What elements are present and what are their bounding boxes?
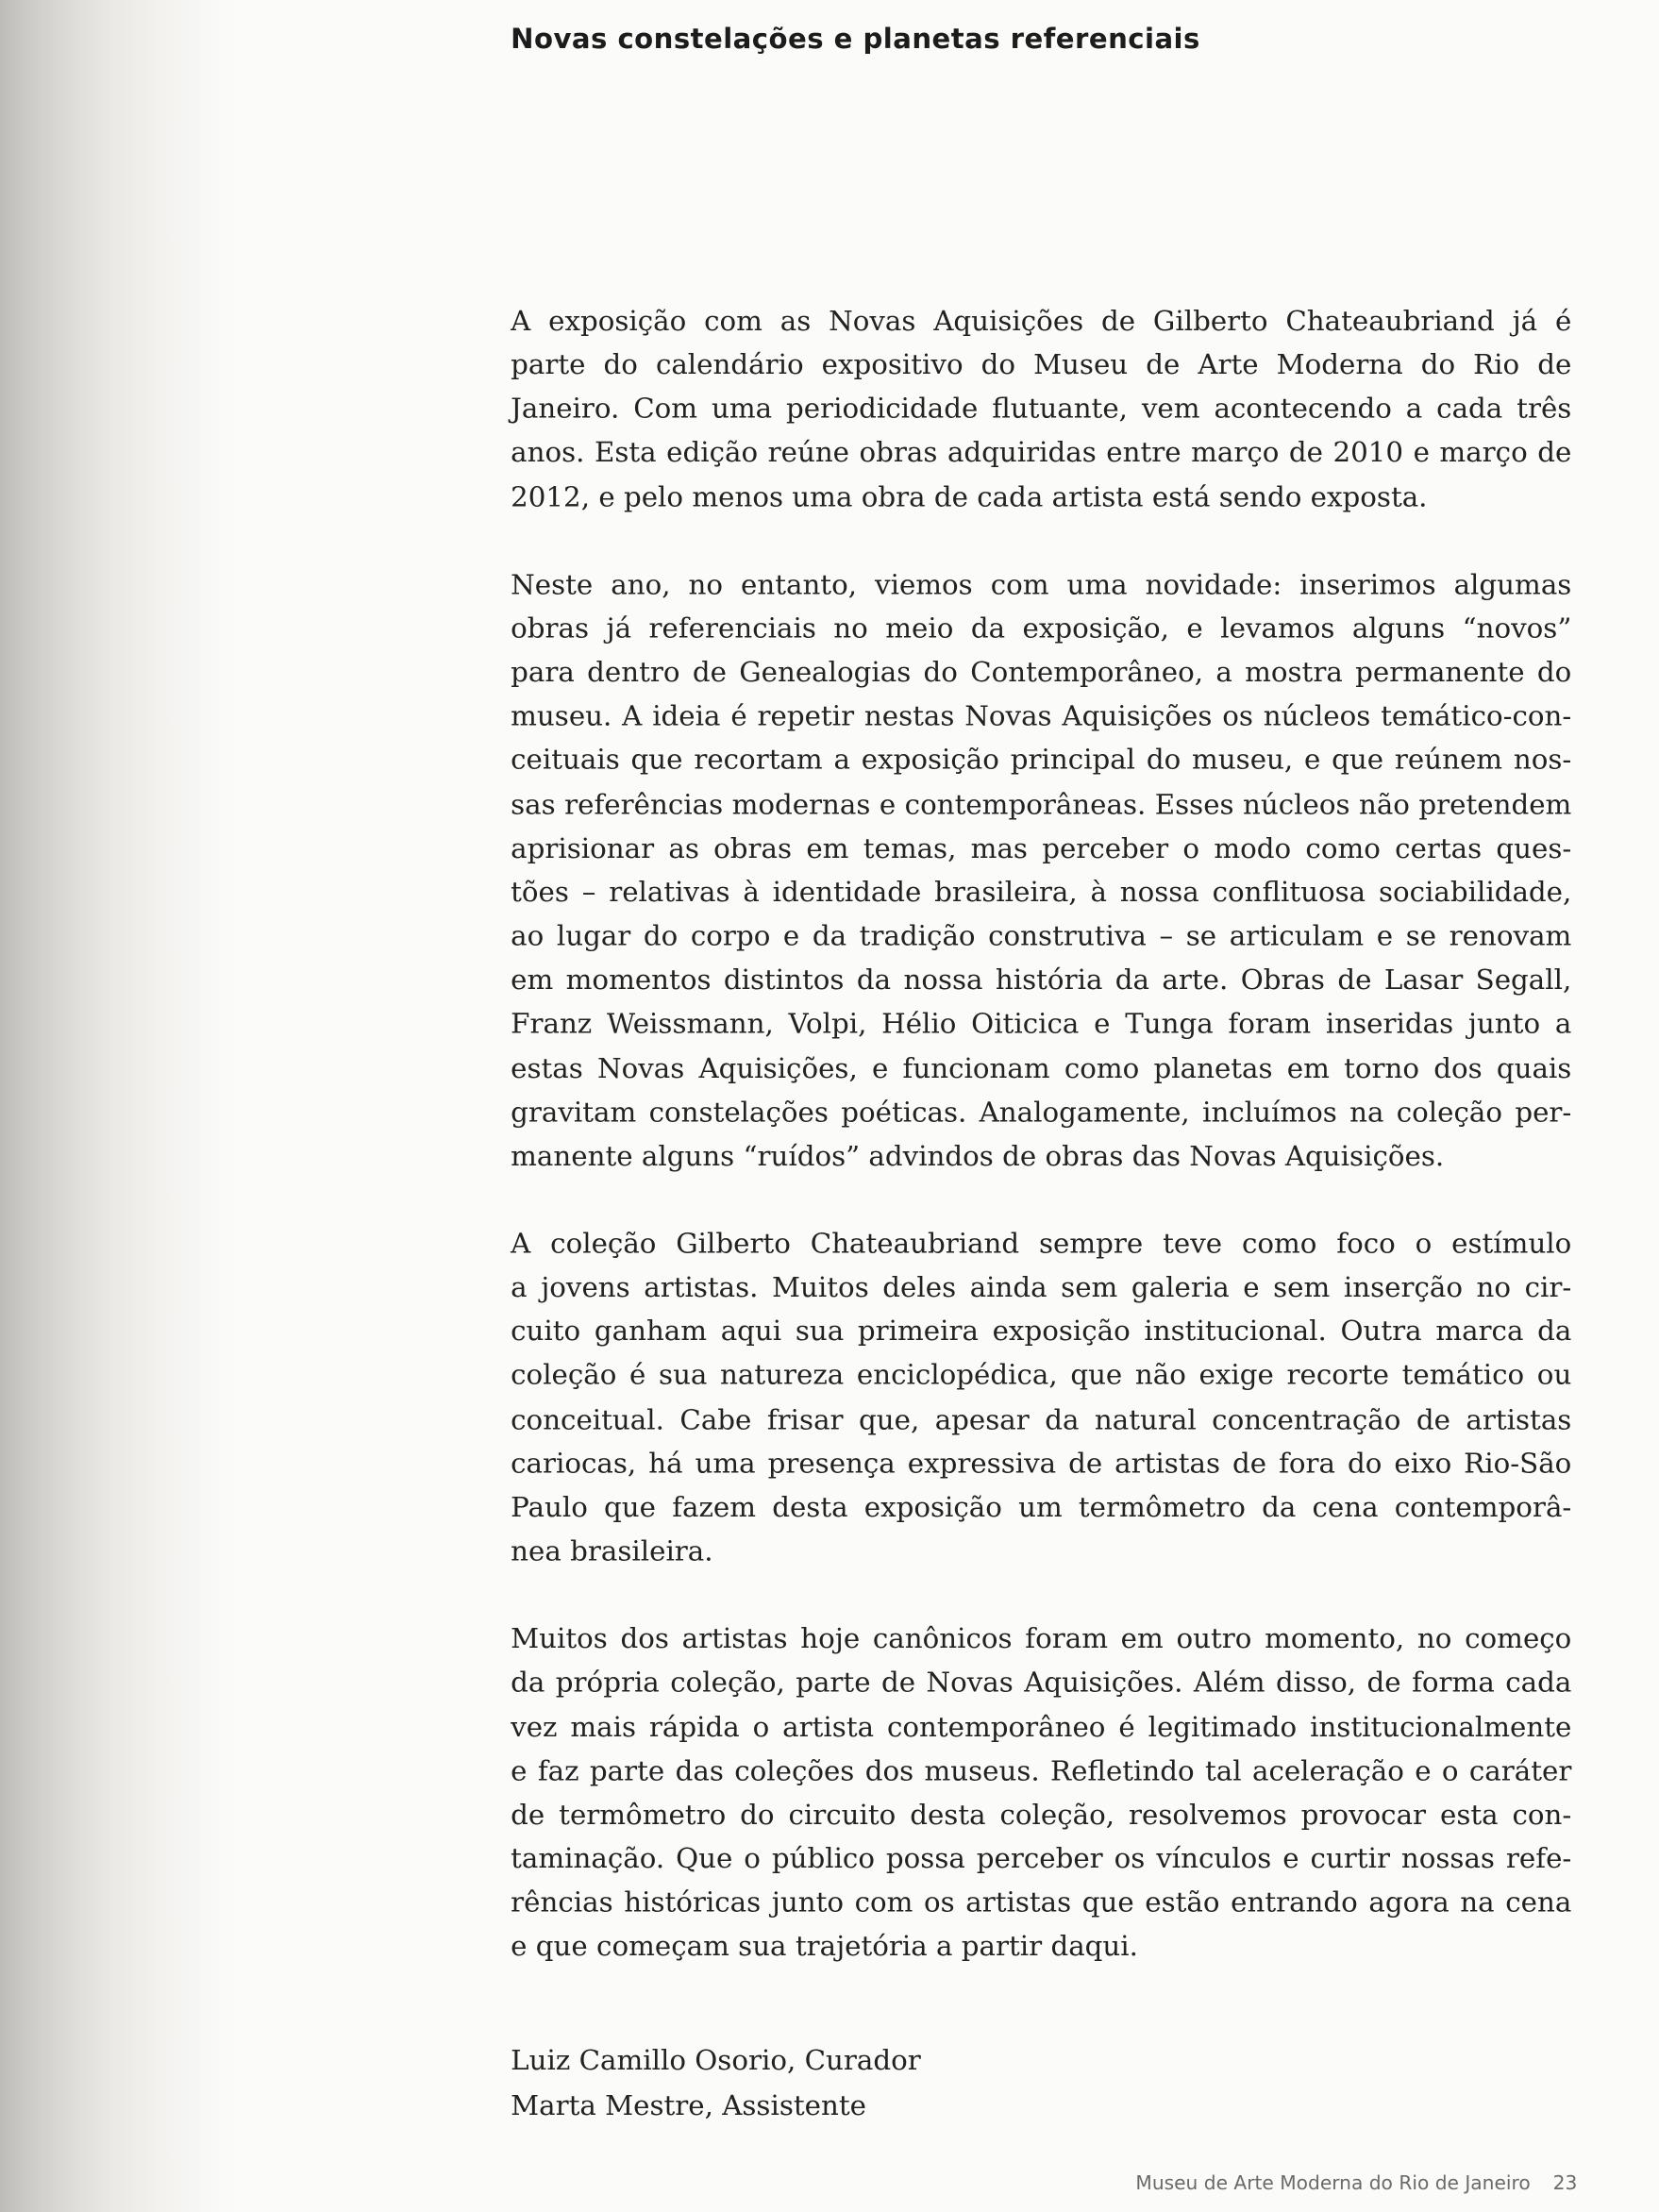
text-line: 2012, e pelo menos uma obra de cada artista está sendo exposta. (511, 480, 1428, 513)
text-line: da própria coleção, parte de Novas Aquisições. Além disso, de forma cada (511, 1667, 1572, 1700)
text-line: para dentro de Genealogias do Contemporâneo, a mostra permanente do (511, 656, 1572, 689)
text-line: obras já referenciais no meio da exposição, e levamos alguns “novos” (511, 612, 1572, 645)
text-line: sas referências modernas e contemporâneas. Esses núcleos não pretendem (511, 787, 1572, 821)
text-line: estas Novas Aquisições, e funcionam como planetas em torno dos quais (511, 1051, 1572, 1084)
text-line: nea brasileira. (511, 1534, 713, 1567)
text-line: A exposição com as Novas Aquisições de Gilberto Chateaubriand já é (511, 304, 1572, 338)
text-line: e que começam sua trajetória a partir daqui. (511, 1930, 1138, 1963)
text-line: ceituais que recortam a exposição principal do museu, e que reúnem nos- (511, 744, 1572, 777)
text-line: vez mais rápida o artista contemporâneo é legitimado institucionalmente (511, 1710, 1572, 1743)
text-line: Janeiro. Com uma periodicidade flutuante, vem acontecendo a cada três (511, 393, 1572, 426)
page-heading: Novas constelações e planetas referenciais (511, 22, 1200, 56)
text-line: tões – relativas à identidade brasileira, à nossa conflituosa sociabilidade, (511, 876, 1572, 909)
text-line: ao lugar do corpo e da tradição construtiva – se articulam e se renovam (511, 919, 1572, 953)
text-line: cuito ganham aqui sua primeira exposição institucional. Outra marca da (511, 1315, 1572, 1349)
text-line: Paulo que fazem desta exposição um termômetro da cena contemporâ- (511, 1490, 1572, 1524)
body-text (511, 299, 1571, 2013)
text-line: aprisionar as obras em temas, mas perceber o modo como certas ques- (511, 831, 1572, 864)
text-line: museu. A ideia é repetir nestas Novas Aquisições os núcleos temático-con- (511, 699, 1572, 733)
running-footer (1135, 2172, 1577, 2195)
footer-text: Museu de Arte Moderna do Rio de Janeiro (1135, 2172, 1531, 2196)
text-line: coleção é sua natureza enciclopédica, que não exige recorte temático ou (511, 1359, 1572, 1392)
text-line: de termômetro do circuito desta coleção, resolvemos provocar esta con- (511, 1798, 1572, 1832)
text-line: conceitual. Cabe frisar que, apesar da natural concentração de artistas (511, 1402, 1572, 1436)
text-line: rências históricas junto com os artistas que estão entrando agora na cena (511, 1885, 1572, 1919)
book-gutter-shadow (0, 0, 240, 2212)
text-line: e faz parte das coleções dos museus. Refletindo tal aceleração e o caráter (511, 1754, 1572, 1787)
signature-block (511, 2038, 921, 2127)
paragraph-3 (511, 1222, 1571, 1574)
text-line: manente alguns “ruídos” advindos de obras das Novas Aquisições. (511, 1139, 1445, 1172)
text-line: A coleção Gilberto Chateaubriand sempre teve como foco o estímulo (511, 1227, 1572, 1260)
paragraph-4 (511, 1617, 1571, 1969)
text-line: em momentos distintos da nossa história da arte. Obras de Lasar Segall, (511, 964, 1572, 997)
signature-curator: Luiz Camillo Osorio, Curador (511, 2044, 921, 2077)
paragraph-2 (511, 562, 1571, 1178)
text-line: gravitam constelações poéticas. Analogamente, incluímos na coleção per- (511, 1096, 1572, 1129)
text-line: taminação. Que o público possa perceber os vínculos e curtir nossas refe- (511, 1842, 1572, 1875)
text-line: parte do calendário expositivo do Museu de Arte Moderna do Rio de (511, 348, 1572, 381)
text-line: anos. Esta edição reúne obras adquiridas entre março de 2010 e março de (511, 436, 1572, 470)
text-line: Franz Weissmann, Volpi, Hélio Oiticica e Tunga foram inseridas junto a (511, 1007, 1572, 1041)
paragraph-1 (511, 299, 1571, 519)
text-line: a jovens artistas. Muitos deles ainda sem galeria e sem inserção no cir- (511, 1271, 1572, 1304)
page-number: 23 (1552, 2172, 1578, 2196)
signature-assistant: Marta Mestre, Assistente (511, 2088, 866, 2121)
text-line: cariocas, há uma presença expressiva de artistas de fora do eixo Rio-São (511, 1447, 1572, 1480)
text-line: Neste ano, no entanto, viemos com uma novidade: inserimos algumas (511, 568, 1572, 601)
text-line: Muitos dos artistas hoje canônicos foram em outro momento, no começo (511, 1622, 1572, 1655)
